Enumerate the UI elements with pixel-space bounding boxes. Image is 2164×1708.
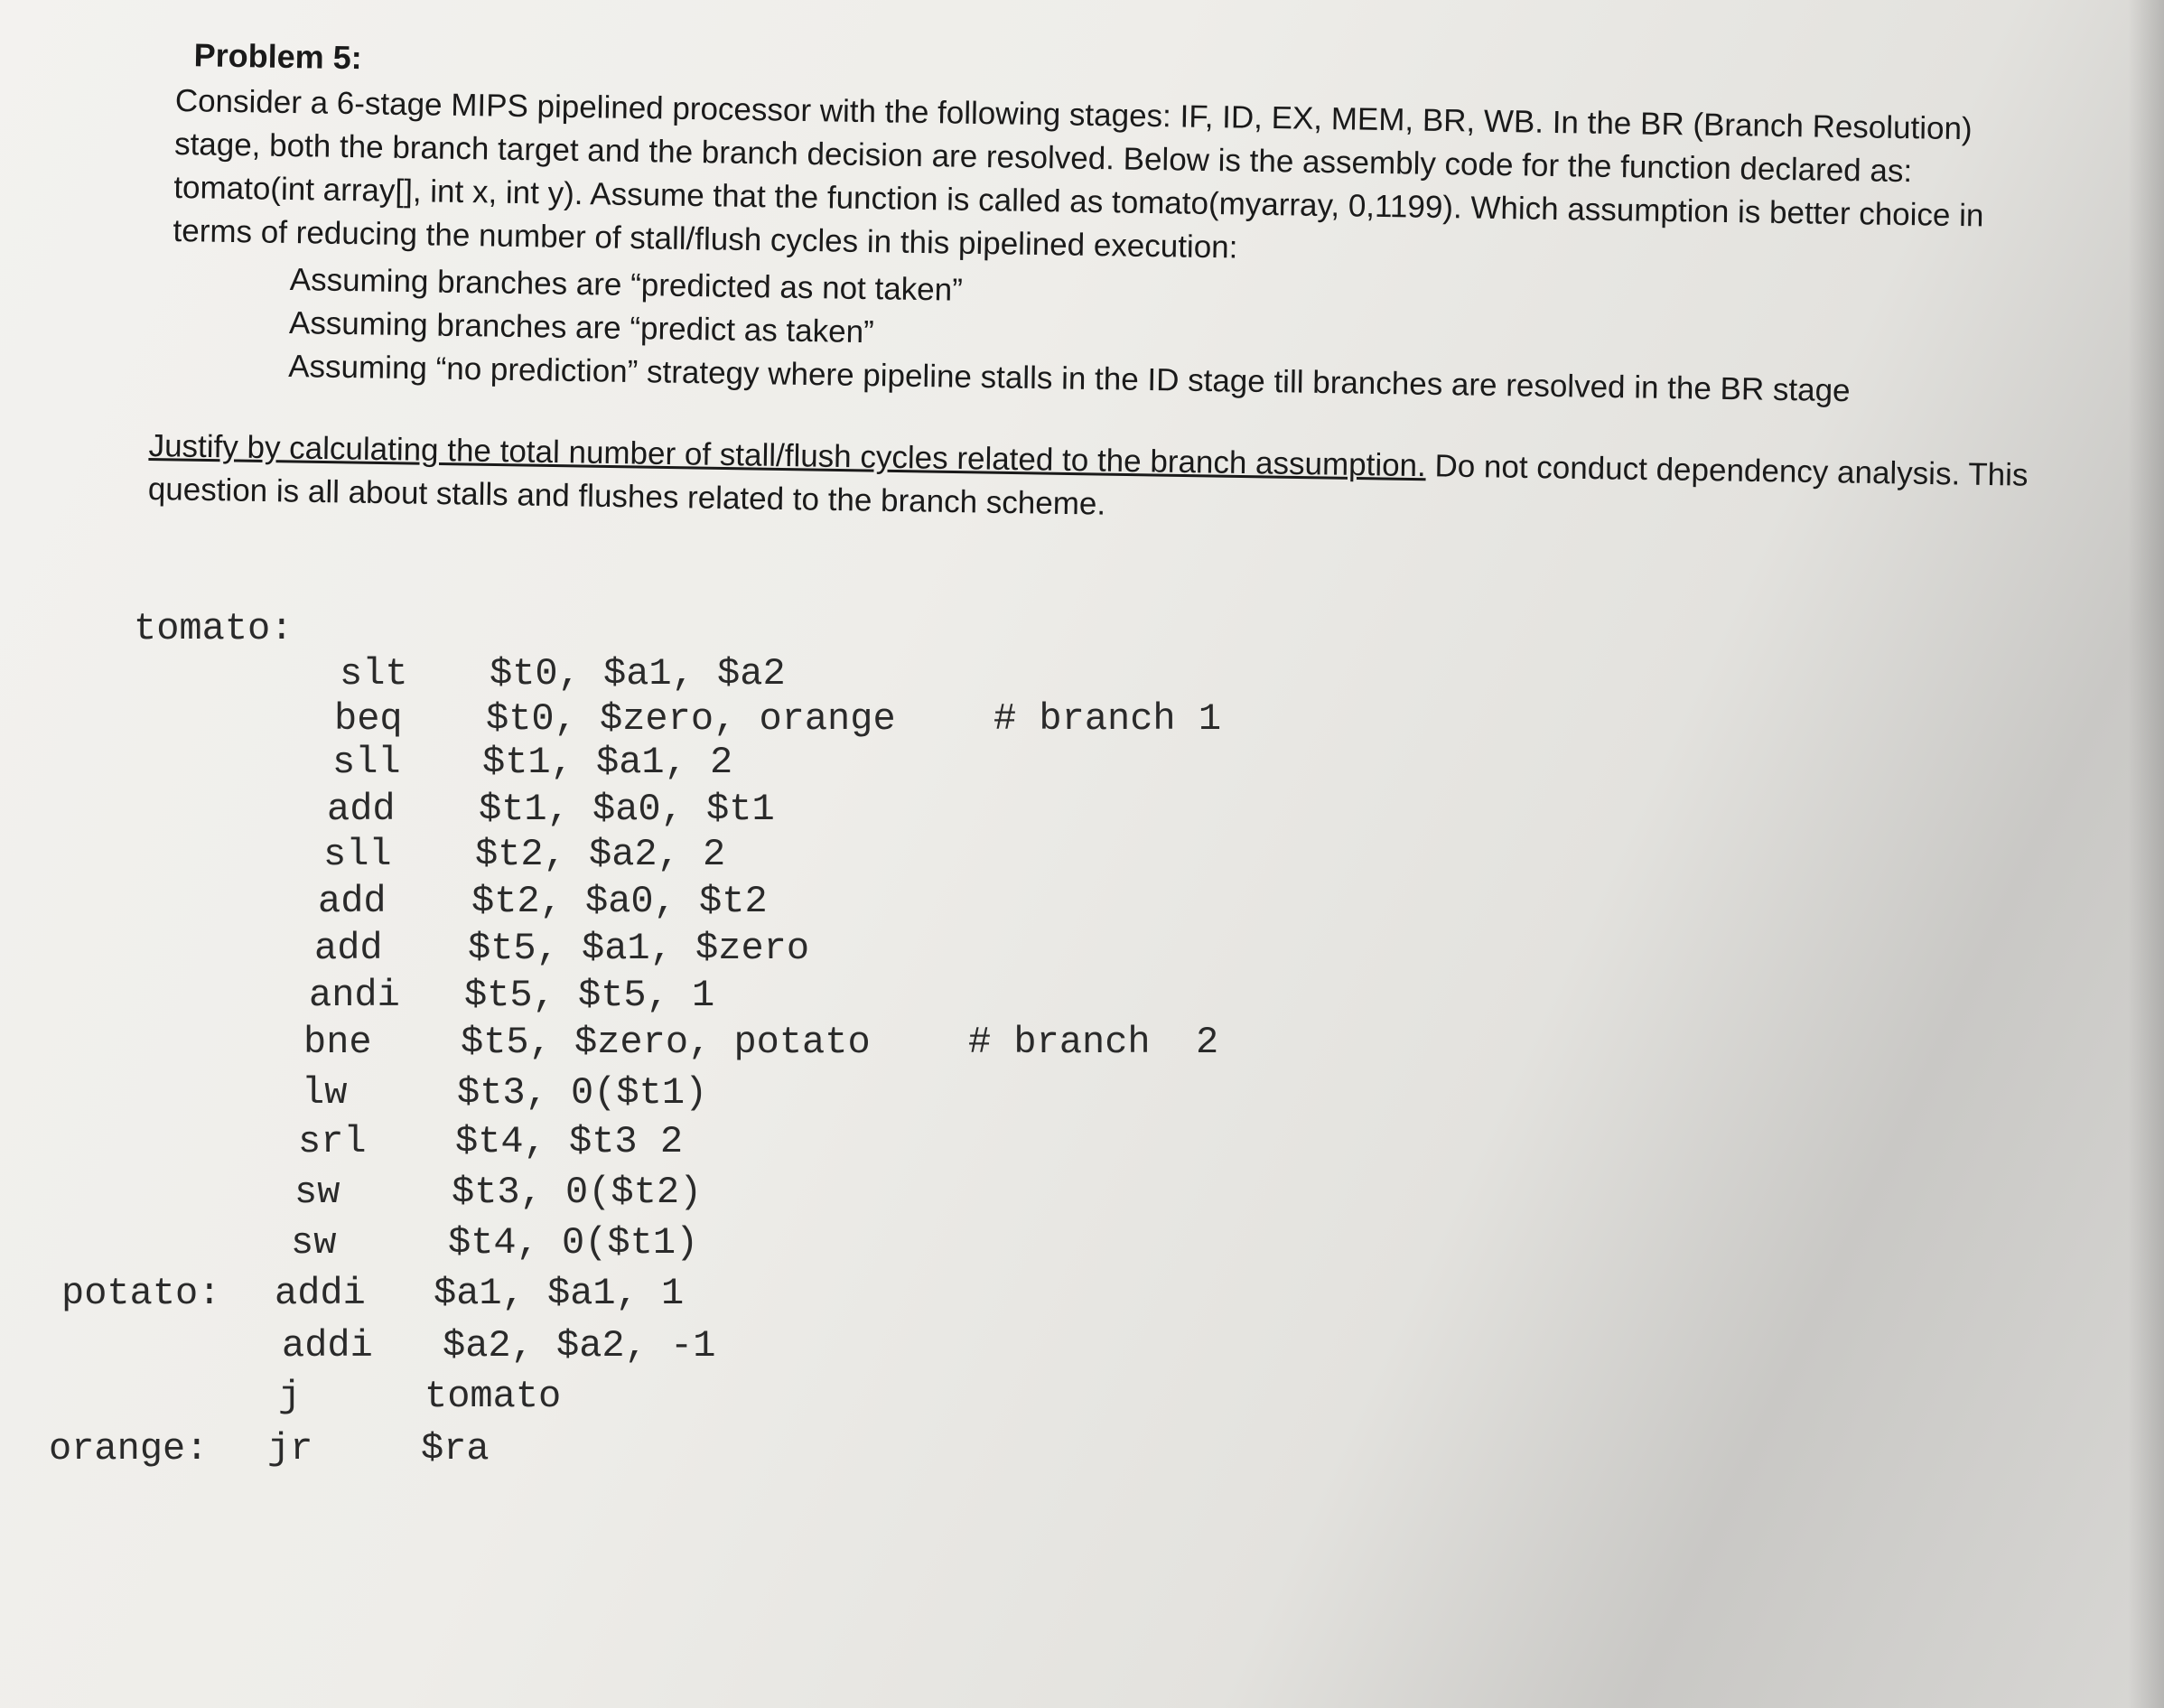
justify-rest: Do not conduct dependency analysis. This question is all about stalls and flushes related to the branch scheme. — [147, 448, 2029, 522]
code-op: add — [327, 788, 396, 831]
code-op: beq — [334, 697, 403, 741]
option-not-taken: Assuming branches are “predicted as not taken” — [289, 262, 964, 308]
problem-statement — [171, 36, 2055, 416]
code-args: $t4, $t3 2 — [455, 1120, 684, 1163]
justify-instruction — [147, 425, 2063, 541]
code-args: $t1, $a0, $t1 — [479, 788, 775, 831]
code-args: $t0, $zero, orange — [486, 697, 896, 741]
code-op: lw — [302, 1071, 348, 1115]
code-args: $t3, 0($t1) — [457, 1071, 708, 1115]
code-args: $t0, $a1, $a2 — [490, 652, 786, 695]
code-args: $t2, $a2, 2 — [475, 833, 726, 876]
code-comment: # branch 1 — [993, 697, 1222, 741]
code-op: jr — [267, 1427, 313, 1470]
code-op: sw — [294, 1171, 340, 1214]
code-op: slt — [340, 652, 408, 695]
code-op: sll — [323, 833, 392, 876]
code-op: srl — [298, 1120, 367, 1163]
code-args: $t5, $a1, $zero — [468, 927, 810, 970]
code-args: $t4, 0($t1) — [448, 1221, 699, 1265]
code-args: $a1, $a1, 1 — [434, 1272, 685, 1315]
code-args: $a2, $a2, -1 — [443, 1324, 716, 1367]
code-args: tomato — [424, 1375, 562, 1418]
code-args: $t5, $zero, potato — [461, 1021, 871, 1064]
code-op: add — [318, 880, 387, 923]
code-op: add — [314, 927, 383, 970]
code-op: andi — [309, 974, 400, 1017]
problem-title: Problem 5: — [193, 36, 363, 77]
label-orange: orange: — [49, 1427, 209, 1470]
code-op: addi — [282, 1324, 373, 1367]
code-op: sw — [291, 1221, 337, 1265]
paper-edge-shadow — [2128, 0, 2164, 1708]
code-args: $t5, $t5, 1 — [464, 974, 715, 1017]
code-args: $t1, $a1, 2 — [482, 741, 733, 784]
option-no-prediction: Assuming “no prediction” strategy where pipeline stalls in the ID stage till branches are resolved in the BR stage — [287, 348, 1851, 409]
problem-intro: Consider a 6-stage MIPS pipelined processor with the following stages: IF, ID, EX, MEM, BR, WB. In the BR (Branch Resolution) stage, both the branch target and the branch decision are resolved. Below is the assembly code for the function declared as: tomato(int array[], int x, int y). Assume that the function is called as tomato(myarray, 0,1199). Which assumption is better choice in terms of reducing the number of stall/flush cycles in this pipelined execution: — [173, 82, 1984, 266]
code-args: $ra — [421, 1427, 490, 1470]
label-potato: potato: — [61, 1272, 221, 1315]
code-op: sll — [332, 741, 401, 784]
code-args: $t3, 0($t2) — [452, 1171, 703, 1214]
code-op: addi — [275, 1272, 366, 1315]
assumption-options — [288, 258, 2051, 416]
code-op: j — [278, 1375, 302, 1418]
justify-underlined: Justify by calculating the total number of stall/flush cycles related to the branch assumption. — [148, 427, 1427, 484]
code-op: bne — [303, 1021, 372, 1064]
label-tomato: tomato: — [134, 607, 294, 650]
code-comment: # branch 2 — [968, 1021, 1219, 1064]
code-args: $t2, $a0, $t2 — [471, 880, 768, 923]
option-taken: Assuming branches are “predict as taken” — [288, 305, 875, 350]
